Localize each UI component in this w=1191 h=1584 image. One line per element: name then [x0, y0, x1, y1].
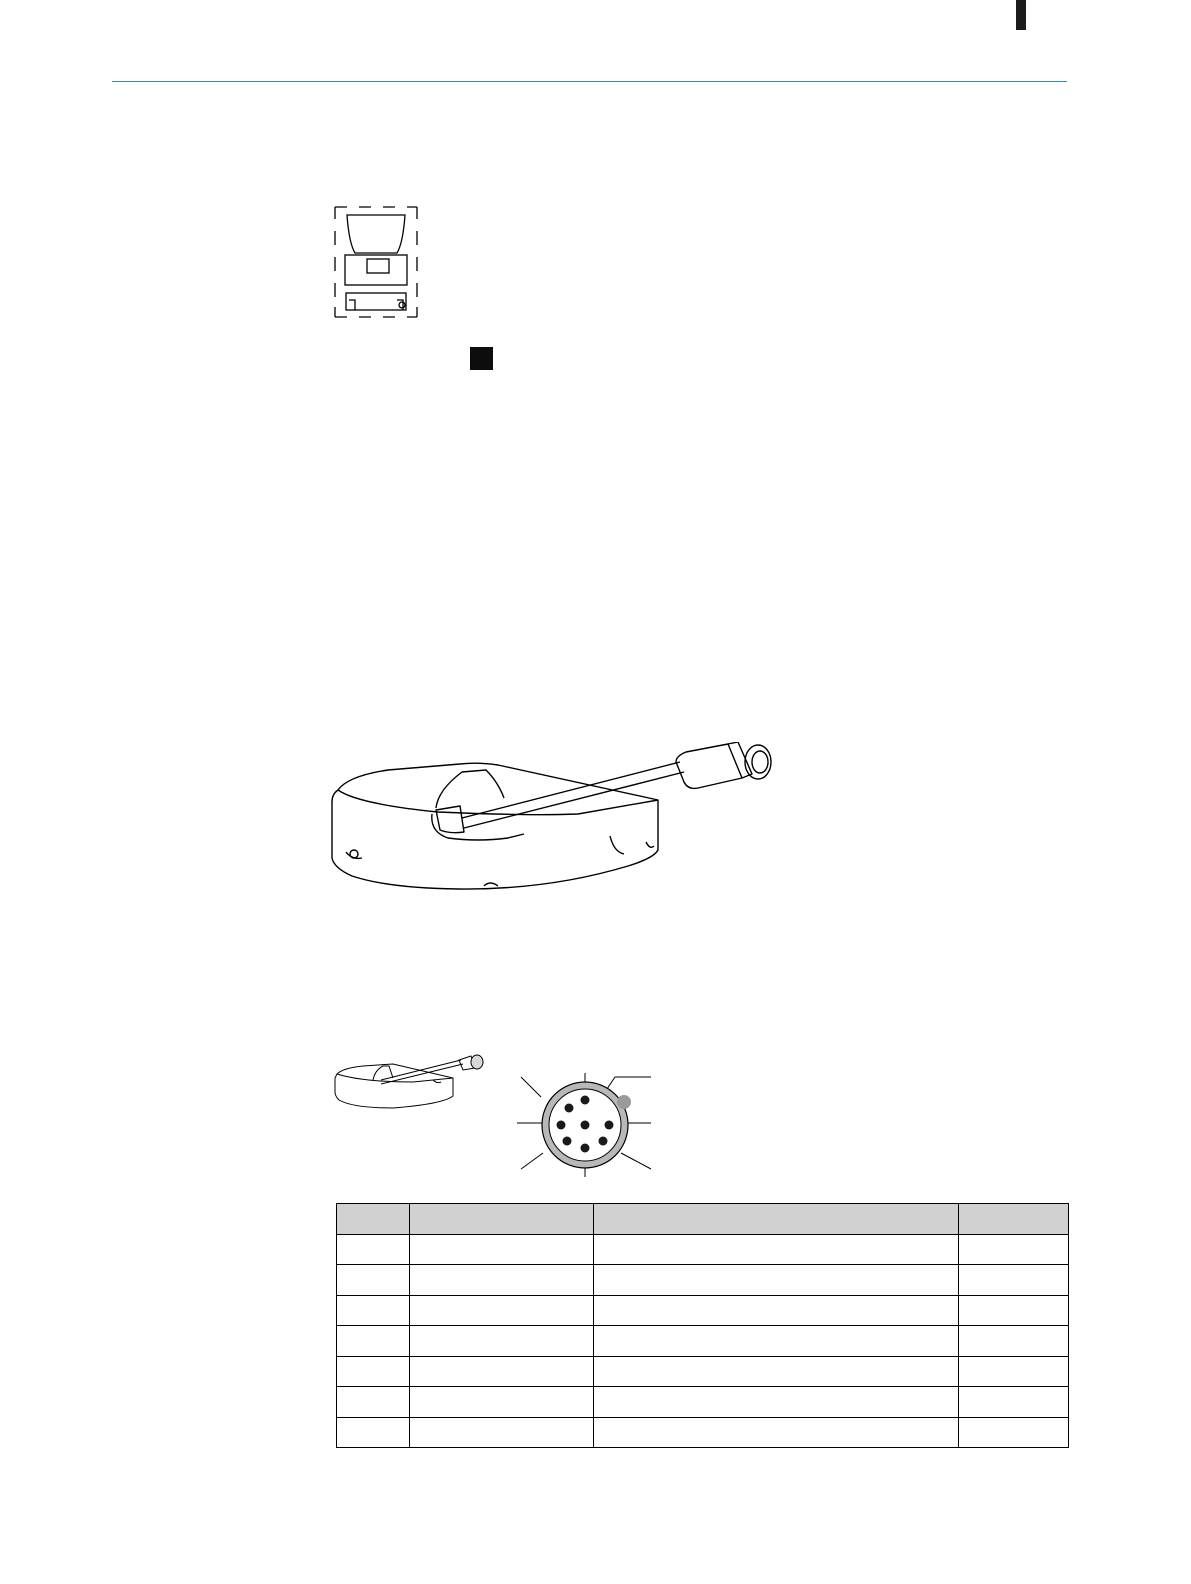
- table-cell: [337, 1356, 410, 1386]
- table-cell: [410, 1235, 594, 1265]
- table-header-cell: [594, 1204, 959, 1235]
- table-cell: [337, 1387, 410, 1417]
- table-row: [337, 1387, 1069, 1417]
- table-cell: [594, 1265, 959, 1295]
- table-header-cell: [410, 1204, 594, 1235]
- 8-pin-m12-connector-pinout: [517, 1073, 651, 1177]
- table-cell: [337, 1295, 410, 1325]
- page-tab-marker: [1016, 0, 1026, 30]
- table-cell: [959, 1387, 1069, 1417]
- header-rule: [112, 81, 1067, 82]
- table-header-cell: [959, 1204, 1069, 1235]
- table-cell: [594, 1387, 959, 1417]
- system-plug-with-cable-illustration: [328, 742, 788, 894]
- table-cell: [594, 1235, 959, 1265]
- table-cell: [410, 1417, 594, 1447]
- table-row: [337, 1295, 1069, 1325]
- system-plug-thumbnail: [333, 1054, 485, 1110]
- pin-assignment-table: [336, 1203, 1069, 1448]
- table-row: [337, 1235, 1069, 1265]
- table-header-cell: [337, 1204, 410, 1235]
- table-row: [337, 1356, 1069, 1386]
- table-cell: [410, 1326, 594, 1356]
- table-row: [337, 1326, 1069, 1356]
- safety-laser-scanner-icon: [333, 205, 419, 319]
- table-cell: [959, 1356, 1069, 1386]
- table-cell: [959, 1326, 1069, 1356]
- table-cell: [594, 1295, 959, 1325]
- table-cell: [410, 1387, 594, 1417]
- table-header-row: [337, 1204, 1069, 1235]
- table-cell: [594, 1417, 959, 1447]
- table-cell: [410, 1295, 594, 1325]
- table-cell: [594, 1326, 959, 1356]
- table-cell: [959, 1417, 1069, 1447]
- table-cell: [337, 1326, 410, 1356]
- table-cell: [337, 1235, 410, 1265]
- table-cell: [337, 1417, 410, 1447]
- table-cell: [410, 1265, 594, 1295]
- black-square-marker: [470, 347, 493, 370]
- table-row: [337, 1417, 1069, 1447]
- table-cell: [337, 1265, 410, 1295]
- table-cell: [959, 1265, 1069, 1295]
- table-cell: [410, 1356, 594, 1386]
- table-cell: [959, 1235, 1069, 1265]
- table-cell: [959, 1295, 1069, 1325]
- table-cell: [594, 1356, 959, 1386]
- table-row: [337, 1265, 1069, 1295]
